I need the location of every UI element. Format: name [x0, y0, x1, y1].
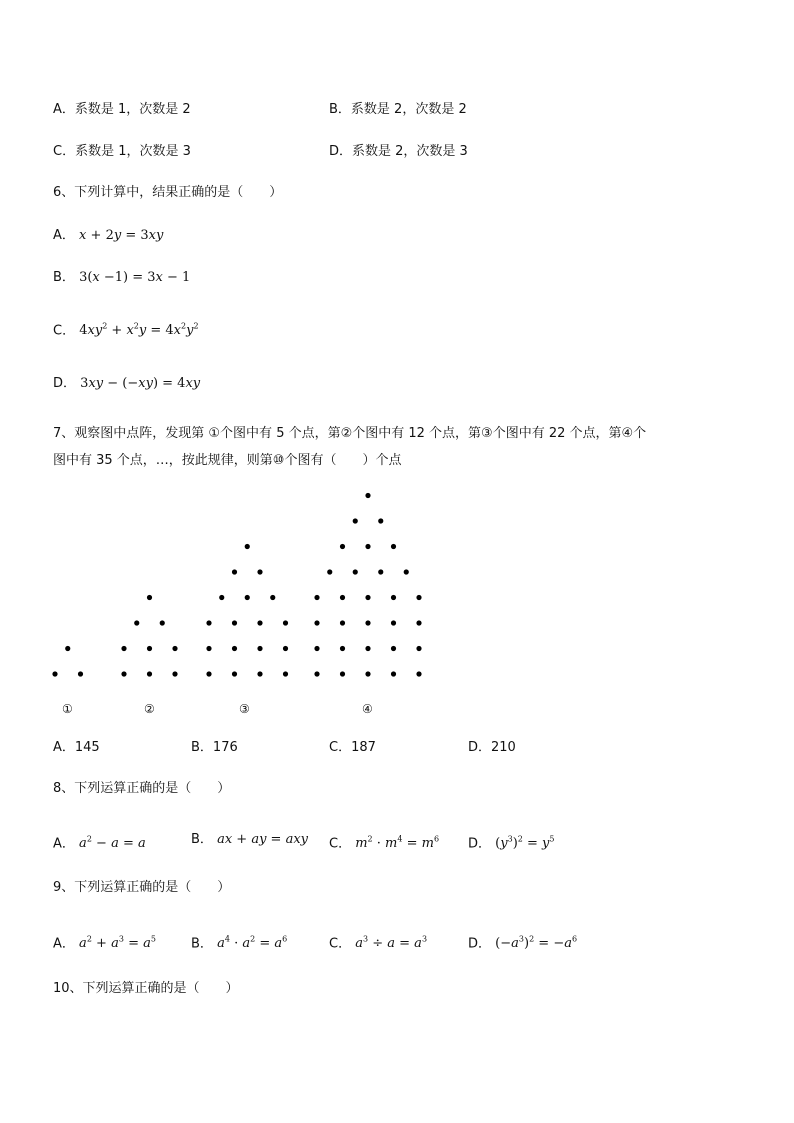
fig2-dot — [147, 646, 152, 651]
q9-stem: 9、下列运算正确的是（ ） — [53, 880, 231, 895]
fig4-dot — [378, 569, 383, 574]
q7-option-c: C．187 — [329, 740, 376, 755]
fig2-dot — [172, 671, 177, 676]
q6-option-b-formula: 3(x −1) = 3x − 1 — [79, 270, 191, 285]
fig3-dot — [232, 620, 237, 625]
figure-label-4: ④ — [362, 702, 373, 716]
q6-option-c-formula: $4xy^2 + x^2y = 4x^2y^2$ — [79, 322, 199, 339]
fig4-dot — [365, 671, 370, 676]
fig4-dot — [416, 646, 421, 651]
fig3-dot — [257, 620, 262, 625]
q9-option-a — [53, 931, 156, 953]
q8-option-a-label: A． — [53, 836, 75, 852]
q6-option-a-formula: x + 2y = 3xy — [79, 228, 164, 243]
fig3-dot — [283, 620, 288, 625]
fig3-dot — [232, 569, 237, 574]
q7-stem-line2: 图中有 35 个点，…，按此规律，则第⑩个图有（ ）个点 — [53, 453, 402, 468]
q9-option-c — [329, 931, 427, 953]
fig3-dot — [257, 646, 262, 651]
q8-option-b-formula: ax + ay = axy — [217, 832, 309, 847]
figure-label-3: ③ — [239, 702, 250, 716]
q8-option-b — [191, 831, 308, 849]
q5-option-d: D．系数是 2，次数是 3 — [329, 144, 468, 159]
fig4-dot — [340, 671, 345, 676]
fig4-dot — [365, 544, 370, 549]
fig3-dot — [219, 595, 224, 600]
fig3-dot — [232, 671, 237, 676]
fig4-dot — [391, 646, 396, 651]
fig4-dot — [365, 620, 370, 625]
fig2-dot — [160, 620, 165, 625]
q9-option-a-formula: $a^2 + a^3 = a^5$ — [79, 935, 156, 952]
q8-stem: 8、下列运算正确的是（ ） — [53, 781, 231, 796]
fig4-dot — [314, 595, 319, 600]
fig3-dot — [270, 595, 275, 600]
fig4-dot — [416, 671, 421, 676]
fig4-dot — [391, 544, 396, 549]
q8-option-d-formula: $(y^3)^2 = y^5$ — [495, 835, 555, 852]
fig4-dot — [340, 646, 345, 651]
fig4-dot — [365, 493, 370, 498]
fig2-dot — [121, 646, 126, 651]
q9-option-d-label: D． — [468, 936, 492, 952]
fig3-dot — [206, 646, 211, 651]
q9-option-d — [468, 931, 577, 953]
q9-option-b — [191, 931, 287, 953]
fig3-dot — [257, 569, 262, 574]
fig4-dot — [404, 569, 409, 574]
q9-option-c-formula: $a^3 \div a = a^3$ — [355, 935, 428, 952]
fig4-dot — [314, 646, 319, 651]
q8-option-c — [329, 831, 439, 853]
q7-option-b: B．176 — [191, 740, 238, 755]
q8-option-d-label: D． — [468, 836, 492, 852]
fig4-dot — [391, 620, 396, 625]
q9-option-a-label: A． — [53, 936, 75, 952]
fig2-dot — [172, 646, 177, 651]
q8-option-a — [53, 831, 146, 853]
fig2-dot — [147, 595, 152, 600]
fig4-dot — [353, 569, 358, 574]
fig2-dot — [147, 671, 152, 676]
q6-option-b-label: B． — [53, 270, 75, 285]
fig3-dot — [283, 646, 288, 651]
fig3-dot — [283, 671, 288, 676]
fig4-dot — [391, 671, 396, 676]
fig4-dot — [391, 595, 396, 600]
fig4-dot — [340, 544, 345, 549]
fig1-dot — [65, 646, 70, 651]
fig4-dot — [340, 595, 345, 600]
q5-option-a: A．系数是 1，次数是 2 — [53, 102, 191, 117]
fig4-dot — [416, 620, 421, 625]
q7-stem-line1: 7、观察图中点阵，发现第 ①个图中有 5 个点，第②个图中有 12 个点，第③个图中有 22 个点，第④个 — [53, 426, 647, 441]
q9-option-c-label: C． — [329, 936, 352, 952]
fig2-dot — [134, 620, 139, 625]
fig4-dot — [353, 518, 358, 523]
q8-option-b-label: B． — [191, 832, 213, 847]
fig4-dot — [365, 595, 370, 600]
q8-option-c-label: C． — [329, 836, 352, 852]
q7-option-a: A．145 — [53, 740, 100, 755]
q8-option-d — [468, 831, 554, 853]
q10-stem: 10、下列运算正确的是（ ） — [53, 981, 239, 996]
fig3-dot — [245, 595, 250, 600]
fig4-dot — [314, 620, 319, 625]
fig3-dot — [206, 671, 211, 676]
fig4-dot — [416, 595, 421, 600]
fig4-dot — [340, 620, 345, 625]
q6-stem: 6、下列计算中，结果正确的是（ ） — [53, 185, 283, 200]
fig3-dot — [257, 671, 262, 676]
q7-option-d: D．210 — [468, 740, 516, 755]
figure-label-2: ② — [144, 702, 155, 716]
q6-option-d-label: D． — [53, 376, 77, 391]
fig4-dot — [327, 569, 332, 574]
fig3-dot — [245, 544, 250, 549]
fig1-dot — [78, 671, 83, 676]
fig3-dot — [232, 646, 237, 651]
q9-option-d-formula: $(-a^3)^2 = -a^6$ — [495, 935, 578, 952]
q8-option-a-formula: $a^2 - a = a$ — [79, 835, 146, 852]
fig2-dot — [121, 671, 126, 676]
q6-option-c-label: C． — [53, 323, 76, 339]
fig4-dot — [365, 646, 370, 651]
q9-option-b-label: B． — [191, 936, 213, 952]
q5-option-b: B．系数是 2，次数是 2 — [329, 102, 467, 117]
figure-label-1: ① — [62, 702, 73, 716]
q6-option-a-label: A． — [53, 228, 75, 243]
q9-option-b-formula: $a^4 \cdot a^2 = a^6$ — [217, 935, 288, 952]
q8-option-c-formula: $m^2 \cdot m^4 = m^6$ — [355, 835, 440, 852]
fig4-dot — [378, 518, 383, 523]
q5-option-c: C．系数是 1，次数是 3 — [53, 144, 191, 159]
fig1-dot — [52, 671, 57, 676]
q6-option-d-formula: 3xy − (−xy) = 4xy — [80, 376, 201, 391]
fig3-dot — [206, 620, 211, 625]
fig4-dot — [314, 671, 319, 676]
